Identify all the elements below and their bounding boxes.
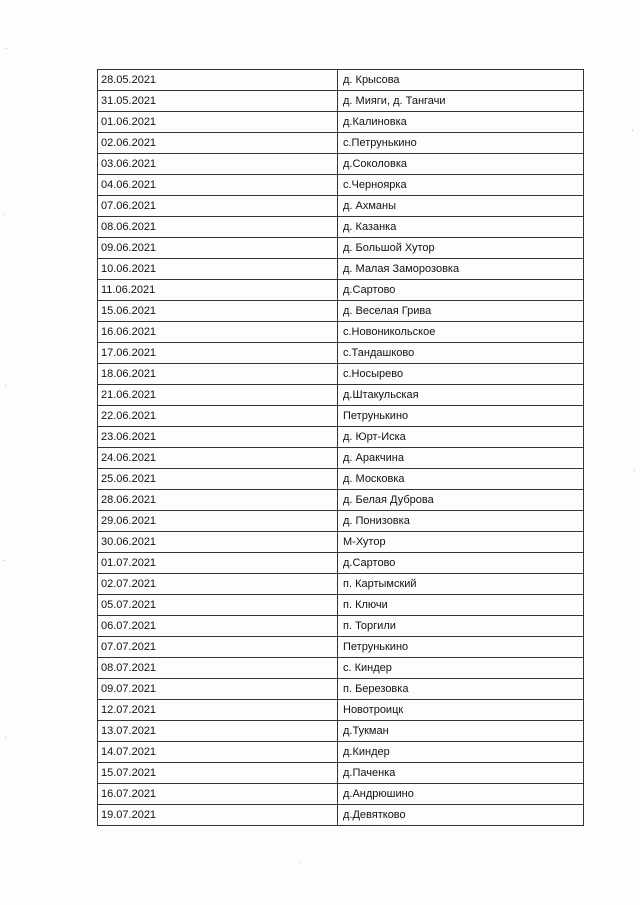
place-cell: д. Ахманы <box>338 196 584 217</box>
place-cell: д. Веселая Грива <box>338 301 584 322</box>
date-cell: 15.07.2021 <box>98 763 338 784</box>
place-cell: с.Новоникольское <box>338 322 584 343</box>
place-cell: д. Понизовка <box>338 511 584 532</box>
table-row <box>98 196 584 217</box>
place-cell: Петрунькино <box>338 637 584 658</box>
scan-speck <box>3 560 4 561</box>
place-cell: д. Казанка <box>338 217 584 238</box>
place-cell: с.Тандашково <box>338 343 584 364</box>
table-row <box>98 637 584 658</box>
date-cell: 07.06.2021 <box>98 196 338 217</box>
date-cell: 17.06.2021 <box>98 343 338 364</box>
date-cell: 02.06.2021 <box>98 133 338 154</box>
place-cell: д. Белая Дуброва <box>338 490 584 511</box>
place-cell: Петрунькино <box>338 406 584 427</box>
scan-speck <box>634 470 635 471</box>
date-cell: 10.06.2021 <box>98 259 338 280</box>
table-row <box>98 595 584 616</box>
place-cell: М-Хутор <box>338 532 584 553</box>
date-cell: 04.06.2021 <box>98 175 338 196</box>
place-cell: д. Юрт-Иска <box>338 427 584 448</box>
place-cell: с.Черноярка <box>338 175 584 196</box>
table-row <box>98 175 584 196</box>
date-cell: 29.06.2021 <box>98 511 338 532</box>
table-row <box>98 343 584 364</box>
table-row <box>98 784 584 805</box>
place-cell: д. Московка <box>338 469 584 490</box>
table-row <box>98 448 584 469</box>
place-cell: д.Девятково <box>338 805 584 826</box>
date-cell: 06.07.2021 <box>98 616 338 637</box>
table-row <box>98 553 584 574</box>
table-row <box>98 616 584 637</box>
table-row <box>98 259 584 280</box>
date-cell: 19.07.2021 <box>98 805 338 826</box>
place-cell: д. Большой Хутор <box>338 238 584 259</box>
date-cell: 31.05.2021 <box>98 91 338 112</box>
table-row <box>98 238 584 259</box>
scan-speck <box>5 737 6 738</box>
schedule-table-body <box>98 70 584 826</box>
table-row <box>98 217 584 238</box>
place-cell: с. Киндер <box>338 658 584 679</box>
date-cell: 24.06.2021 <box>98 448 338 469</box>
place-cell: с.Носырево <box>338 364 584 385</box>
date-cell: 15.06.2021 <box>98 301 338 322</box>
scan-speck <box>300 862 301 863</box>
place-cell: Новотроицк <box>338 700 584 721</box>
date-cell: 30.06.2021 <box>98 532 338 553</box>
place-cell: п. Торгили <box>338 616 584 637</box>
place-cell: д.Соколовка <box>338 154 584 175</box>
table-row <box>98 679 584 700</box>
scan-speck <box>6 48 7 49</box>
place-cell: д.Киндер <box>338 742 584 763</box>
place-cell: п. Березовка <box>338 679 584 700</box>
table-row <box>98 406 584 427</box>
table-row <box>98 364 584 385</box>
date-cell: 09.07.2021 <box>98 679 338 700</box>
date-cell: 05.07.2021 <box>98 595 338 616</box>
date-cell: 01.06.2021 <box>98 112 338 133</box>
date-cell: 28.05.2021 <box>98 70 338 91</box>
table-row <box>98 322 584 343</box>
place-cell: д.Андрюшино <box>338 784 584 805</box>
date-cell: 01.07.2021 <box>98 553 338 574</box>
table-row <box>98 133 584 154</box>
table-row <box>98 511 584 532</box>
date-cell: 13.07.2021 <box>98 721 338 742</box>
table-row <box>98 91 584 112</box>
date-cell: 22.06.2021 <box>98 406 338 427</box>
date-cell: 08.07.2021 <box>98 658 338 679</box>
table-row <box>98 280 584 301</box>
table-row <box>98 490 584 511</box>
date-cell: 16.07.2021 <box>98 784 338 805</box>
place-cell: п. Картымский <box>338 574 584 595</box>
place-cell: д.Калиновка <box>338 112 584 133</box>
date-cell: 12.07.2021 <box>98 700 338 721</box>
place-cell: д. Мияги, д. Тангачи <box>338 91 584 112</box>
table-row <box>98 721 584 742</box>
place-cell: д. Аракчина <box>338 448 584 469</box>
date-cell: 09.06.2021 <box>98 238 338 259</box>
scan-speck <box>5 385 6 386</box>
date-cell: 21.06.2021 <box>98 385 338 406</box>
place-cell: с.Петрунькино <box>338 133 584 154</box>
table-row <box>98 700 584 721</box>
table-row <box>98 112 584 133</box>
date-cell: 02.07.2021 <box>98 574 338 595</box>
scan-speck <box>4 214 5 215</box>
table-row <box>98 574 584 595</box>
table-row <box>98 469 584 490</box>
date-cell: 14.07.2021 <box>98 742 338 763</box>
place-cell: д.Паченка <box>338 763 584 784</box>
date-cell: 03.06.2021 <box>98 154 338 175</box>
place-cell: д.Сартово <box>338 553 584 574</box>
place-cell: д.Сартово <box>338 280 584 301</box>
table-row <box>98 70 584 91</box>
date-cell: 11.06.2021 <box>98 280 338 301</box>
table-row <box>98 805 584 826</box>
table-row <box>98 385 584 406</box>
scan-speck <box>632 130 633 131</box>
table-row <box>98 427 584 448</box>
place-cell: п. Ключи <box>338 595 584 616</box>
table-row <box>98 301 584 322</box>
date-cell: 08.06.2021 <box>98 217 338 238</box>
table-row <box>98 763 584 784</box>
table-row <box>98 742 584 763</box>
date-cell: 07.07.2021 <box>98 637 338 658</box>
place-cell: д.Штакульская <box>338 385 584 406</box>
table-row <box>98 658 584 679</box>
date-cell: 23.06.2021 <box>98 427 338 448</box>
date-cell: 28.06.2021 <box>98 490 338 511</box>
place-cell: д.Тукман <box>338 721 584 742</box>
date-cell: 18.06.2021 <box>98 364 338 385</box>
table-row <box>98 154 584 175</box>
date-cell: 16.06.2021 <box>98 322 338 343</box>
place-cell: д. Малая Заморозовка <box>338 259 584 280</box>
date-cell: 25.06.2021 <box>98 469 338 490</box>
place-cell: д. Крысова <box>338 70 584 91</box>
schedule-table <box>97 69 584 826</box>
table-row <box>98 532 584 553</box>
